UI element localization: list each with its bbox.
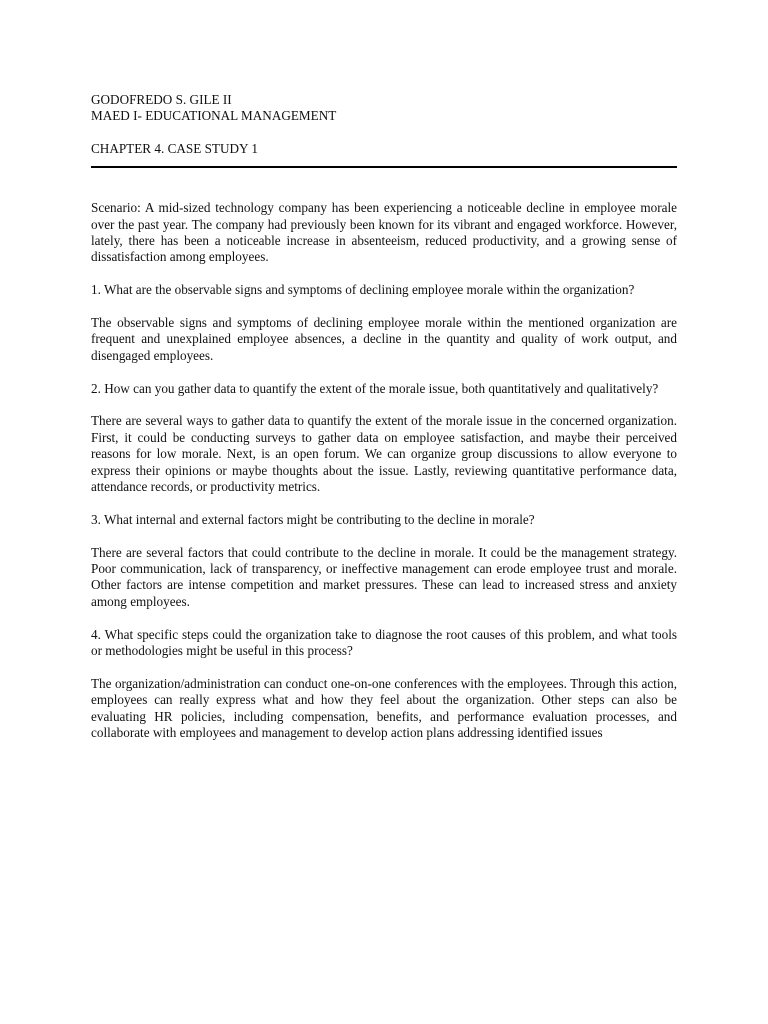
answer-1: The observable signs and symptoms of declining employee morale within the mentioned organization are frequent and unexplained employee absences, a decline in the quantity and quality of work output, and disengaged employees. (91, 315, 677, 363)
document-page (91, 92, 677, 758)
scenario-paragraph: Scenario: A mid-sized technology company has been experiencing a noticeable decline in employee morale over the past year. The company had previously been known for its vibrant and engaged workforce. However, lately, there has been a noticeable increase in absenteeism, reduced productivity, and a growing sense of dissatisfaction among employees. (91, 200, 677, 265)
header-divider (91, 166, 677, 168)
question-4: 4. What specific steps could the organization take to diagnose the root causes of this problem, and what tools or methodologies might be useful in this process? (91, 626, 677, 659)
question-2: 2. How can you gather data to quantify the extent of the morale issue, both quantitatively and qualitatively? (91, 380, 659, 396)
program-name: MAED I- EDUCATIONAL MANAGEMENT (91, 108, 337, 124)
answer-3: There are several factors that could contribute to the decline in morale. It could be the management strategy. Poor communication, lack of transparency, or ineffective management can erode employee trust and morale. Other factors are intense competition and market pressures. These can lead to increased stress and anxiety among employees. (91, 544, 677, 609)
chapter-title: CHAPTER 4. CASE STUDY 1 (91, 140, 258, 156)
question-3: 3. What internal and external factors might be contributing to the decline in morale? (91, 511, 535, 527)
question-1: 1. What are the observable signs and symptoms of declining employee morale within the organization? (91, 282, 635, 298)
answer-4: The organization/administration can conduct one-on-one conferences with the employees. Through this action, employees can really express what and how they feel about the organization. Other steps can also be evaluating HR policies, including compensation, benefits, and performance evaluation processes, and collaborate with employees and management to develop action plans addressing identified issues (91, 675, 677, 741)
document-body (91, 200, 677, 741)
author-name: GODOFREDO S. GILE II (91, 92, 232, 107)
answer-2: There are several ways to gather data to quantify the extent of the morale issue in the concerned organization. First, it could be conducting surveys to gather data on employee satisfaction, and maybe their perceived reasons for low morale. Next, is an open forum. We can organize group discussions to allow everyone to express their opinions or maybe thoughts about the issue. Lastly, reviewing quantitative performance data, attendance records, or productivity metrics. (91, 413, 677, 495)
